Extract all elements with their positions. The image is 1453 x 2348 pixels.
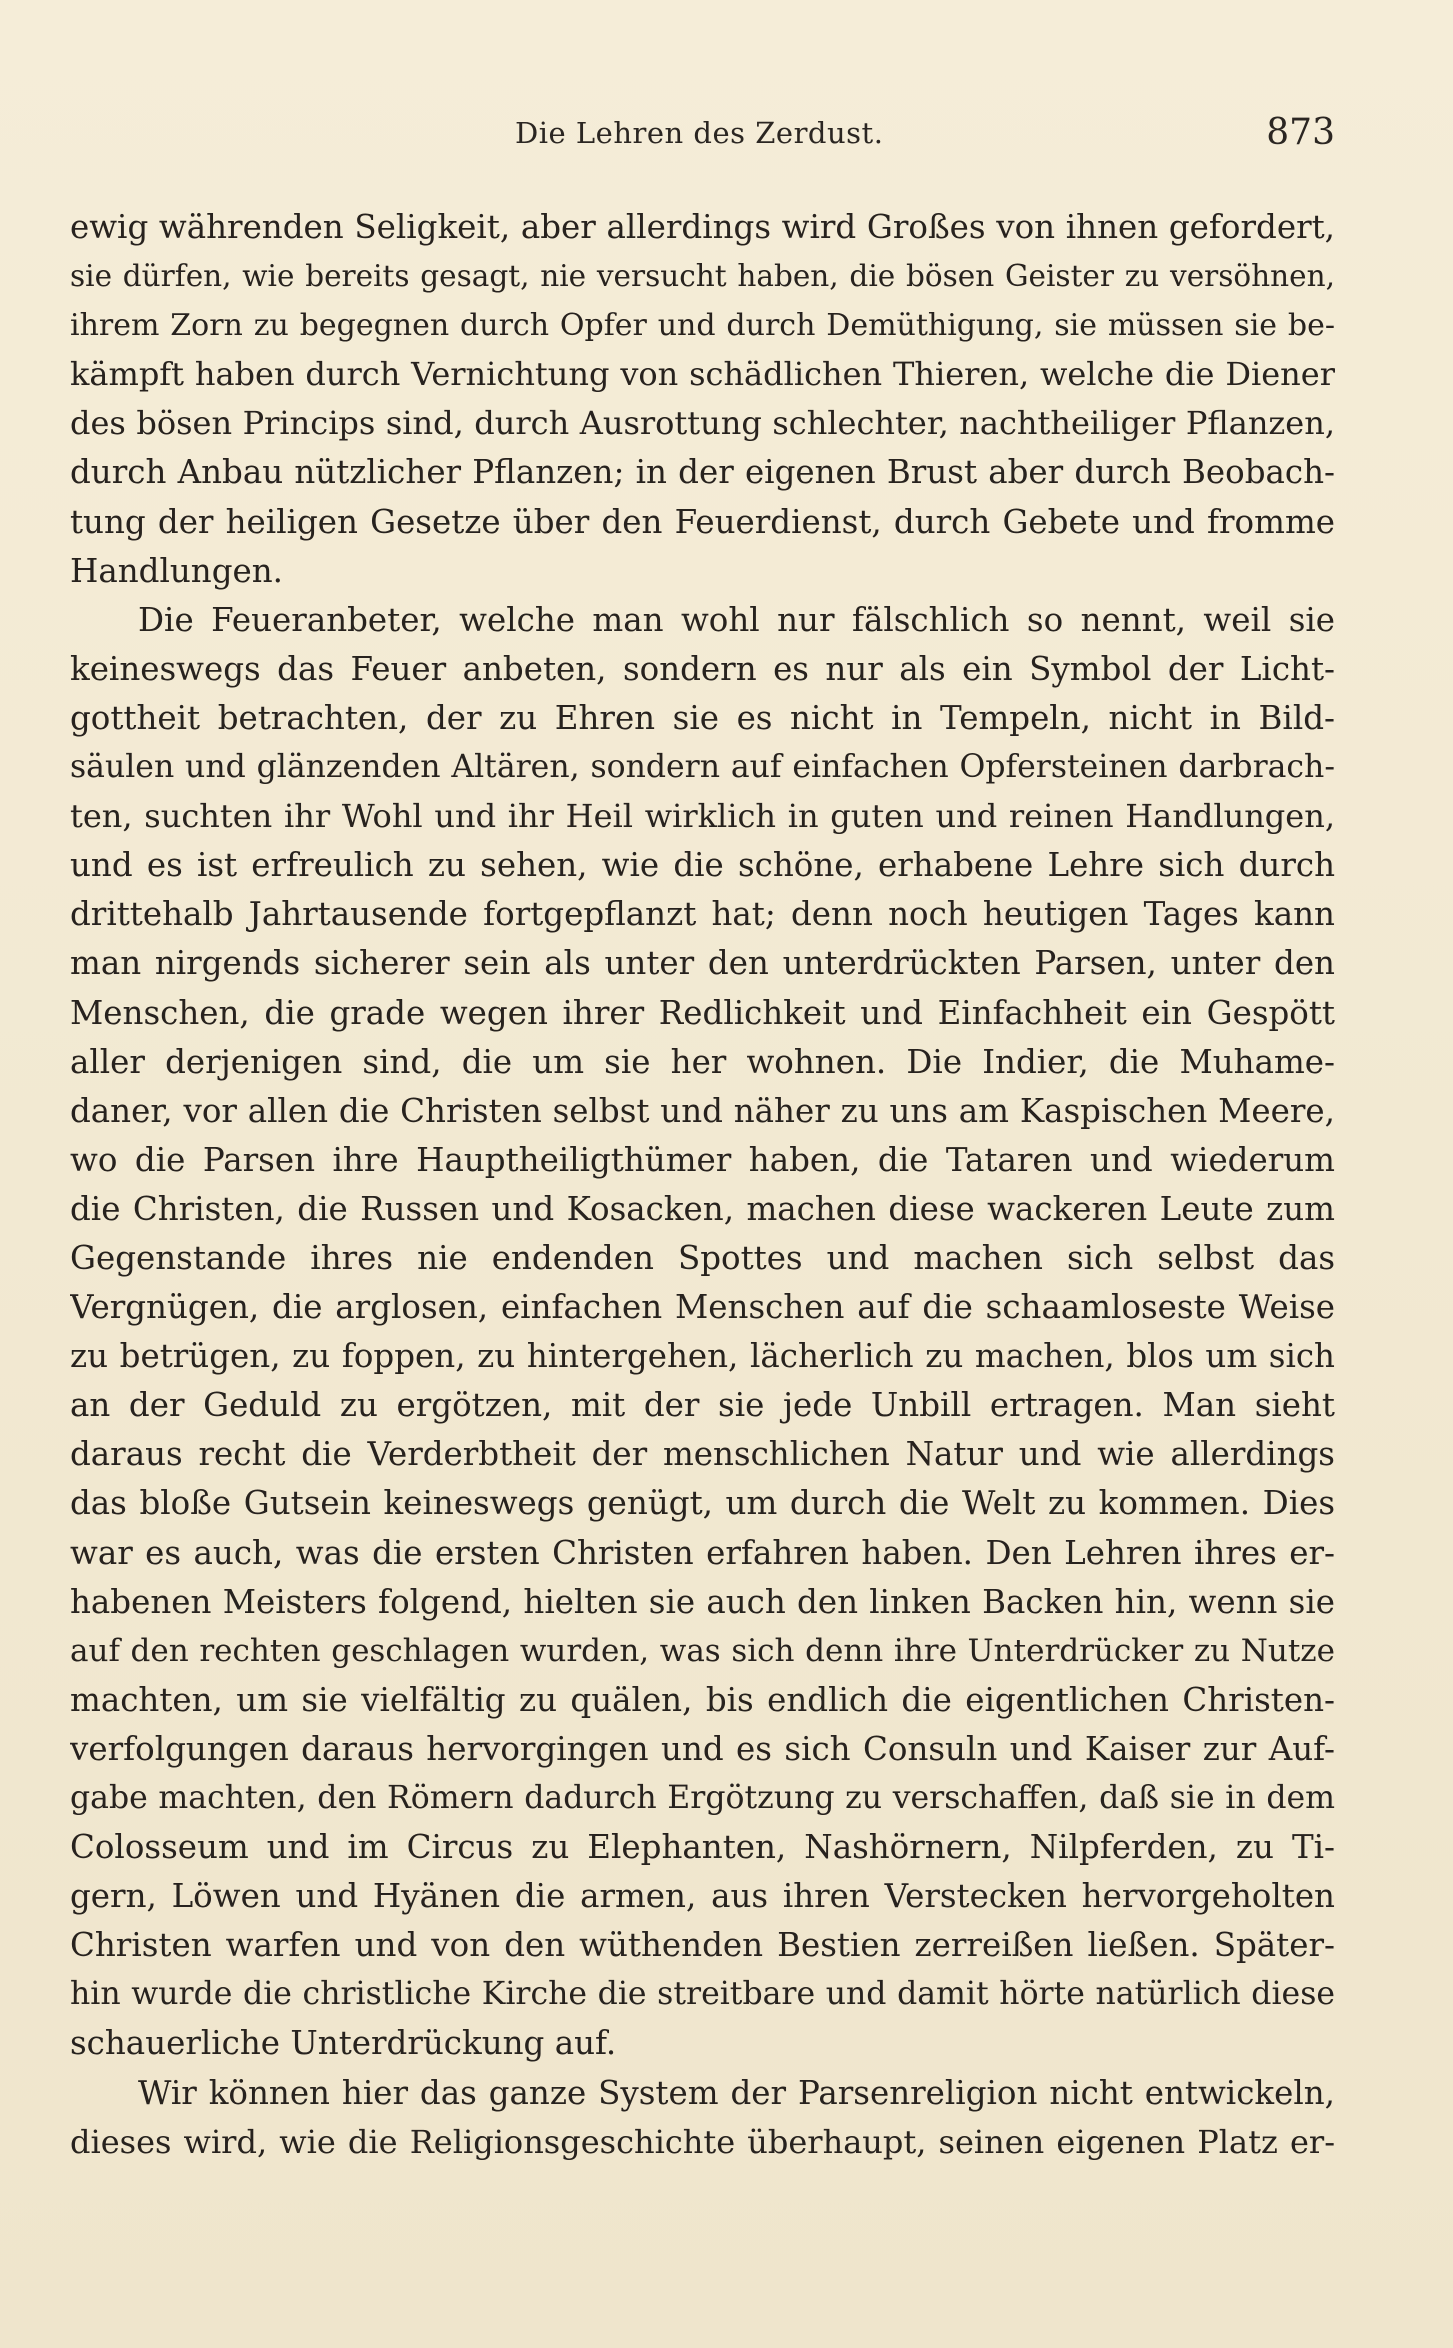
text-line: durch Anbau nützlicher Pflanzen; in der eigenen Brust aber durch Beobach-	[70, 453, 1335, 492]
page-header	[70, 112, 1335, 162]
text-line: drittehalb Jahrtausende fortgepflanzt hat; denn noch heutigen Tages kann	[70, 895, 1335, 934]
text-line: an der Geduld zu ergötzen, mit der sie jede Unbill ertragen. Man sieht	[70, 1386, 1335, 1425]
text-line: verfolgungen daraus hervorgingen und es sich Consuln und Kaiser zur Auf-	[70, 1729, 1335, 1768]
text-line: Die Feueranbeter, welche man wohl nur fälschlich so nennt, weil sie	[138, 600, 1335, 639]
text-line: tung der heiligen Gesetze über den Feuerdienst, durch Gebete und fromme	[70, 502, 1335, 541]
text-line: war es auch, was die ersten Christen erfahren haben. Den Lehren ihres er-	[70, 1533, 1335, 1572]
text-line: habenen Meisters folgend, hielten sie auch den linken Backen hin, wenn sie	[70, 1582, 1335, 1621]
text-line: ihrem Zorn zu begegnen durch Opfer und durch Demüthigung, sie müssen sie be-	[70, 308, 1335, 344]
text-line: gern, Löwen und Hyänen die armen, aus ihren Verstecken hervorgeholten	[70, 1877, 1335, 1916]
text-line: säulen und glänzenden Altären, sondern auf einfachen Opfersteinen darbrach-	[70, 749, 1335, 786]
text-line: hin wurde die christliche Kirche die streitbare und damit hörte natürlich diese	[70, 1976, 1335, 2013]
text-line: gabe machten, den Römern dadurch Ergötzung zu verschaffen, daß sie in dem	[70, 1780, 1335, 1816]
text-line: ewig währenden Seligkeit, aber allerdings wird Großes von ihnen gefordert,	[70, 208, 1335, 246]
text-line: Christen warfen und von den wüthenden Bestien zerreißen ließen. Später-	[70, 1926, 1335, 1965]
text-line: man nirgends sicherer sein als unter den unterdrückten Parsen, unter den	[70, 944, 1335, 983]
text-line: das bloße Gutsein keineswegs genügt, um durch die Welt zu kommen. Dies	[70, 1484, 1335, 1523]
text-line: und es ist erfreulich zu sehen, wie die schöne, erhabene Lehre sich durch	[70, 846, 1335, 885]
text-line: sie dürfen, wie bereits gesagt, nie versucht haben, die bösen Geister zu versöhnen,	[70, 259, 1335, 294]
page-number: 873	[1266, 112, 1335, 153]
running-title: Die Lehren des Zerdust.	[515, 116, 884, 150]
text-line: schauerliche Unterdrückung auf.	[70, 2024, 617, 2063]
text-line: zu betrügen, zu foppen, zu hintergehen, lächerlich zu machen, blos um sich	[70, 1337, 1335, 1376]
text-line: Wir können hier das ganze System der Parsenreligion nicht entwickeln,	[138, 2073, 1335, 2112]
text-line: wo die Parsen ihre Hauptheiligthümer haben, die Tataren und wiederum	[70, 1140, 1335, 1179]
text-line: die Christen, die Russen und Kosacken, machen diese wackeren Leute zum	[70, 1189, 1335, 1228]
text-line: daraus recht die Verderbtheit der menschlichen Natur und wie allerdings	[70, 1435, 1335, 1474]
text-line: Vergnügen, die arglosen, einfachen Menschen auf die schaamloseste Weise	[70, 1288, 1335, 1327]
text-line: ten, suchten ihr Wohl und ihr Heil wirklich in guten und reinen Handlungen,	[70, 797, 1335, 836]
text-line: Menschen, die grade wegen ihrer Redlichkeit und Einfachheit ein Gespött	[70, 993, 1335, 1032]
text-line: gottheit betrachten, der zu Ehren sie es nicht in Tempeln, nicht in Bild-	[70, 698, 1335, 737]
text-line: des bösen Princips sind, durch Ausrottung schlechter, nachtheiliger Pflanzen,	[70, 404, 1335, 443]
text-line: Gegenstande ihres nie endenden Spottes und machen sich selbst das	[70, 1238, 1335, 1277]
text-line: machten, um sie vielfältig zu quälen, bis endlich die eigentlichen Christen-	[70, 1680, 1335, 1719]
text-line: auf den rechten geschlagen wurden, was sich denn ihre Unterdrücker zu Nutze	[70, 1632, 1335, 1669]
text-line: aller derjenigen sind, die um sie her wohnen. Die Indier, die Muhame-	[70, 1042, 1335, 1081]
text-line: kämpft haben durch Vernichtung von schädlichen Thieren, welche die Diener	[70, 355, 1335, 394]
body-text	[70, 203, 1335, 2167]
text-line: keineswegs das Feuer anbeten, sondern es nur als ein Symbol der Licht-	[70, 649, 1335, 688]
text-line: Handlungen.	[70, 551, 284, 590]
text-line: daner, vor allen die Christen selbst und näher zu uns am Kaspischen Meere,	[70, 1091, 1335, 1130]
text-line: dieses wird, wie die Religionsgeschichte überhaupt, seinen eigenen Platz er-	[70, 2122, 1335, 2161]
text-line: Colosseum und im Circus zu Elephanten, Nashörnern, Nilpferden, zu Ti-	[70, 1828, 1335, 1867]
